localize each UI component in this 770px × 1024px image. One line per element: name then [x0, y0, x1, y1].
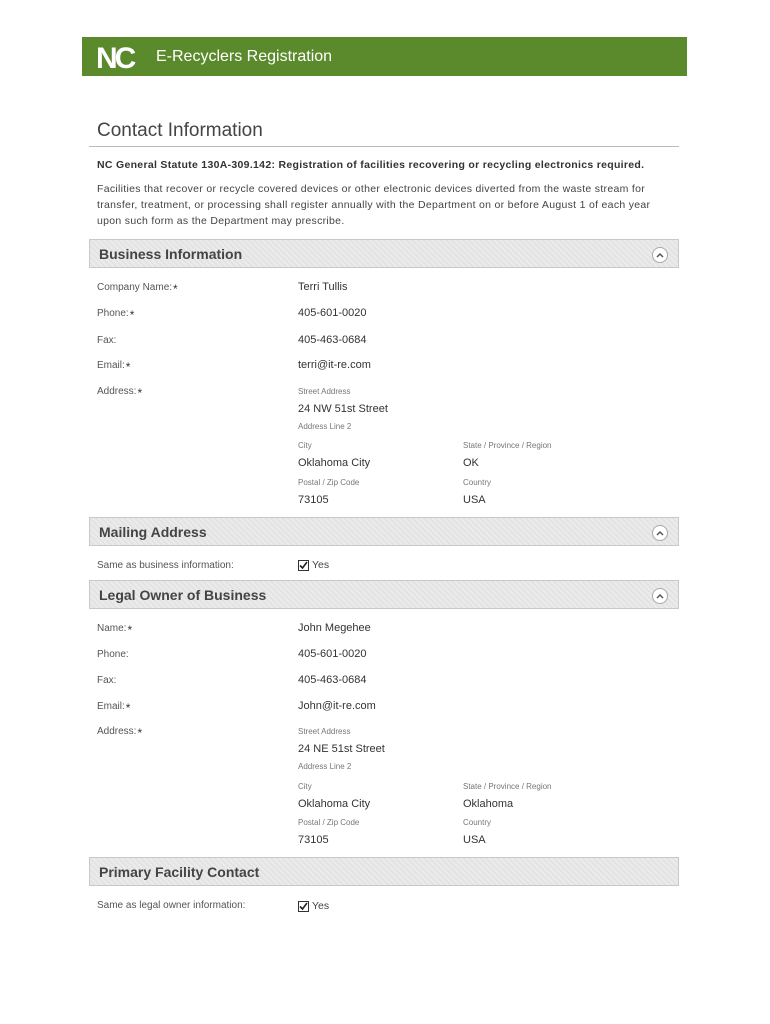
owner-name-label: Name:* — [97, 623, 133, 637]
header-title: E-Recyclers Registration — [156, 47, 333, 65]
intro-text: Facilities that recover or recycle covered devices or other electronic devices diverted from the waste stream for transfer, treatment, or processing shall register annually with the Department on or before August 1 of each year upon such form as the Department may prescribe. — [97, 183, 651, 227]
statute-text: NC General Statute 130A-309.142: Registration of facilities recovering or recycling electronics required. — [97, 159, 645, 171]
checkmark-icon[interactable] — [298, 560, 309, 571]
address-line-2-label: Address Line 2 — [298, 422, 352, 431]
street-address-value: 24 NW 51st Street — [298, 403, 388, 415]
city-value: Oklahoma City — [298, 457, 371, 469]
company-name-label: Company Name:* — [97, 282, 178, 296]
section-primary-facility-contact[interactable] — [89, 857, 679, 886]
facility-same-label: Same as legal owner information: — [97, 900, 246, 911]
chevron-up-icon[interactable] — [652, 525, 668, 541]
owner-phone-value: 405-601-0020 — [298, 648, 367, 660]
mailing-same-checkbox[interactable] — [298, 559, 329, 571]
owner-fax-label: Fax: — [97, 675, 117, 686]
checkbox-label: Yes — [312, 559, 330, 571]
phone-value: 405-601-0020 — [298, 307, 367, 319]
owner-name-value: John Megehee — [298, 622, 371, 634]
section-legal-owner[interactable] — [89, 580, 679, 609]
owner-state-label: State / Province / Region — [463, 782, 552, 791]
company-name-value: Terri Tullis — [298, 281, 348, 293]
owner-email-label: Email:* — [97, 701, 131, 715]
svg-text:NC: NC — [96, 41, 134, 72]
owner-state-value: Oklahoma — [463, 798, 514, 810]
section-business-information[interactable] — [89, 239, 679, 268]
mailing-same-label: Same as business information: — [97, 560, 234, 571]
section-title: Business Information — [99, 245, 243, 262]
owner-address-label: Address:* — [97, 726, 143, 740]
title-divider — [89, 146, 679, 147]
country-value: USA — [463, 494, 486, 506]
city-label: City — [298, 441, 312, 450]
nc-logo — [96, 42, 138, 72]
owner-street-address-value: 24 NE 51st Street — [298, 743, 385, 755]
owner-email-value: John@it-re.com — [298, 700, 376, 712]
state-label: State / Province / Region — [463, 441, 552, 450]
facility-same-checkbox[interactable] — [298, 900, 329, 912]
country-label: Country — [463, 478, 492, 487]
checkbox-label: Yes — [312, 900, 330, 912]
owner-address-line-2-label: Address Line 2 — [298, 762, 352, 771]
owner-country-label: Country — [463, 818, 492, 827]
app-header — [82, 37, 687, 76]
owner-zip-label: Postal / Zip Code — [298, 818, 360, 827]
section-title: Primary Facility Contact — [99, 863, 260, 880]
section-title: Legal Owner of Business — [99, 586, 267, 603]
email-value: terri@it-re.com — [298, 359, 371, 371]
owner-phone-label: Phone: — [97, 649, 129, 660]
zip-label: Postal / Zip Code — [298, 478, 360, 487]
page-title: Contact Information — [97, 120, 263, 141]
section-title: Mailing Address — [99, 523, 207, 540]
fax-value: 405-463-0684 — [298, 334, 367, 346]
zip-value: 73105 — [298, 494, 329, 506]
chevron-up-icon[interactable] — [652, 588, 668, 604]
email-label: Email:* — [97, 360, 131, 374]
owner-zip-value: 73105 — [298, 834, 329, 846]
owner-country-value: USA — [463, 834, 486, 846]
owner-city-value: Oklahoma City — [298, 798, 371, 810]
fax-label: Fax: — [97, 335, 117, 346]
owner-city-label: City — [298, 782, 312, 791]
street-address-label: Street Address — [298, 387, 351, 396]
state-value: OK — [463, 457, 479, 469]
owner-fax-value: 405-463-0684 — [298, 674, 367, 686]
phone-label: Phone:* — [97, 308, 135, 322]
checkmark-icon[interactable] — [298, 901, 309, 912]
chevron-up-icon[interactable] — [652, 247, 668, 263]
address-label: Address:* — [97, 386, 143, 400]
owner-street-address-label: Street Address — [298, 727, 351, 736]
section-mailing-address[interactable] — [89, 517, 679, 546]
